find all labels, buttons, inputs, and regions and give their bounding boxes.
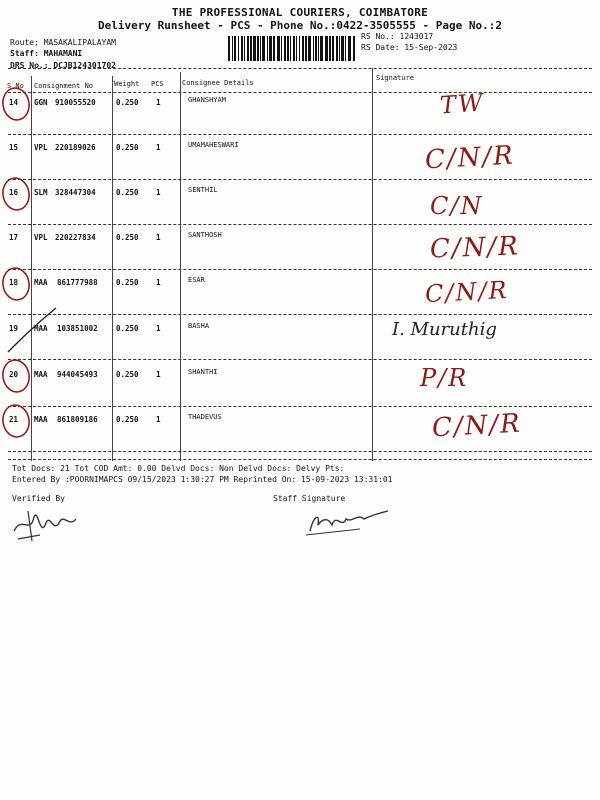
row-pcs: 1 xyxy=(156,370,161,379)
row-consignee: THADEVUS xyxy=(188,413,222,421)
row-sno: 16 xyxy=(9,188,19,197)
row-delivery-remark: C/N xyxy=(430,192,484,220)
row-consignee: BASHA xyxy=(188,322,210,330)
col-header-sno: S No xyxy=(7,82,24,90)
row-consignee: SENTHIL xyxy=(188,186,218,194)
row-check-circle xyxy=(0,358,36,398)
row-delivery-remark: C/N/R xyxy=(429,231,521,265)
drs-number: DRS No.: DCJB124301702 xyxy=(10,61,116,70)
row-pcs: 1 xyxy=(156,278,161,287)
row-sno: 18 xyxy=(9,278,19,287)
row-consignment-number: 220189026 xyxy=(55,143,96,152)
row-delivery-remark: P/R xyxy=(420,364,469,392)
row-delivery-remark: C/N/R xyxy=(431,408,523,444)
col-header-consignment: Consignment No xyxy=(34,82,94,90)
row-weight: 0.250 xyxy=(116,324,139,333)
row-consignment-number: 328447304 xyxy=(55,188,96,197)
row-sno: 14 xyxy=(9,98,19,107)
row-weight: 0.250 xyxy=(116,98,139,107)
row-consignment-number: 910055520 xyxy=(55,98,96,107)
row-weight: 0.250 xyxy=(116,278,139,287)
verifier-signature xyxy=(10,505,80,545)
entered-by-line: Entered By :POORNIMAPCS 09/15/2023 1:30:27 PM Reprinted On: 15-09-2023 13:31:01 xyxy=(12,475,393,484)
row-consignment-number: 944045493 xyxy=(57,370,98,379)
col-header-signature: Signature xyxy=(376,74,414,82)
row-delivery-remark: I. Muruthig xyxy=(392,319,497,340)
row-consignment-code: MAA xyxy=(34,370,48,379)
barcode-image xyxy=(228,36,355,61)
row-sno: 21 xyxy=(9,415,19,424)
row-weight: 0.250 xyxy=(116,143,139,152)
row-consignment-number: 861777988 xyxy=(57,278,98,287)
runsheet-subtitle: Delivery Runsheet - PCS - Phone No.:0422-3505555 - Page No.:2 xyxy=(98,19,502,32)
row-consignee: SHANTHI xyxy=(188,368,218,376)
staff-signature-label: Staff Signature xyxy=(273,494,346,503)
row-pcs: 1 xyxy=(156,324,161,333)
verified-by-label: Verified By xyxy=(12,494,65,503)
company-title: THE PROFESSIONAL COURIERS, COIMBATORE xyxy=(171,6,429,19)
row-consignee: ESAR xyxy=(188,276,205,284)
row-check-circle xyxy=(0,86,36,126)
row-consignment-code: SLM xyxy=(34,188,48,197)
route-label: Route; MASAKALIPALAYAM xyxy=(10,38,116,47)
row-check-circle xyxy=(0,403,36,443)
row-pcs: 1 xyxy=(156,415,161,424)
rs-date: RS Date: 15-Sep-2023 xyxy=(361,43,458,52)
row-pcs: 1 xyxy=(156,98,161,107)
row-slash-mark xyxy=(4,300,64,360)
staff-label: Staff: MAHAMANI xyxy=(10,49,83,58)
row-weight: 0.250 xyxy=(116,188,139,197)
row-sno: 20 xyxy=(9,370,19,379)
row-weight: 0.250 xyxy=(116,415,139,424)
row-consignee: GHANSHYAM xyxy=(188,96,226,104)
staff-signature xyxy=(300,505,390,539)
row-consignment-code: MAA xyxy=(34,278,48,287)
row-consignment-code: MAA xyxy=(34,415,48,424)
row-consignment-code: VPL xyxy=(34,143,48,152)
row-consignment-code: VPL xyxy=(34,233,48,242)
row-sno: 15 xyxy=(9,143,19,152)
row-delivery-remark: TW xyxy=(439,88,486,120)
row-consignee: UMAMAHESWARI xyxy=(188,141,239,149)
row-consignment-code: GGN xyxy=(34,98,48,107)
rs-number: RS No.: 1243017 xyxy=(361,32,434,41)
row-consignment-number: 103851002 xyxy=(57,324,98,333)
row-pcs: 1 xyxy=(156,188,161,197)
col-header-weight: Weight xyxy=(114,80,140,88)
row-sno: 19 xyxy=(9,324,19,333)
col-header-pcs: PCS xyxy=(151,80,164,88)
row-sno: 17 xyxy=(9,233,19,242)
row-delivery-remark: C/N/R xyxy=(424,275,510,309)
row-consignee: SANTHOSH xyxy=(188,231,222,239)
row-consignment-number: 861809186 xyxy=(57,415,98,424)
row-delivery-remark: C/N/R xyxy=(424,140,516,176)
row-check-circle xyxy=(0,176,36,216)
row-weight: 0.250 xyxy=(116,370,139,379)
row-consignment-number: 220227834 xyxy=(55,233,96,242)
totals-summary: Tot Docs: 21 Tot COD Amt: 0.00 Delvd Docs: Non Delvd Docs: Delvy Pts: xyxy=(12,464,345,473)
col-header-consignee: Consignee Details xyxy=(182,79,254,87)
row-pcs: 1 xyxy=(156,233,161,242)
row-weight: 0.250 xyxy=(116,233,139,242)
row-pcs: 1 xyxy=(156,143,161,152)
row-consignment-code: MAA xyxy=(34,324,48,333)
